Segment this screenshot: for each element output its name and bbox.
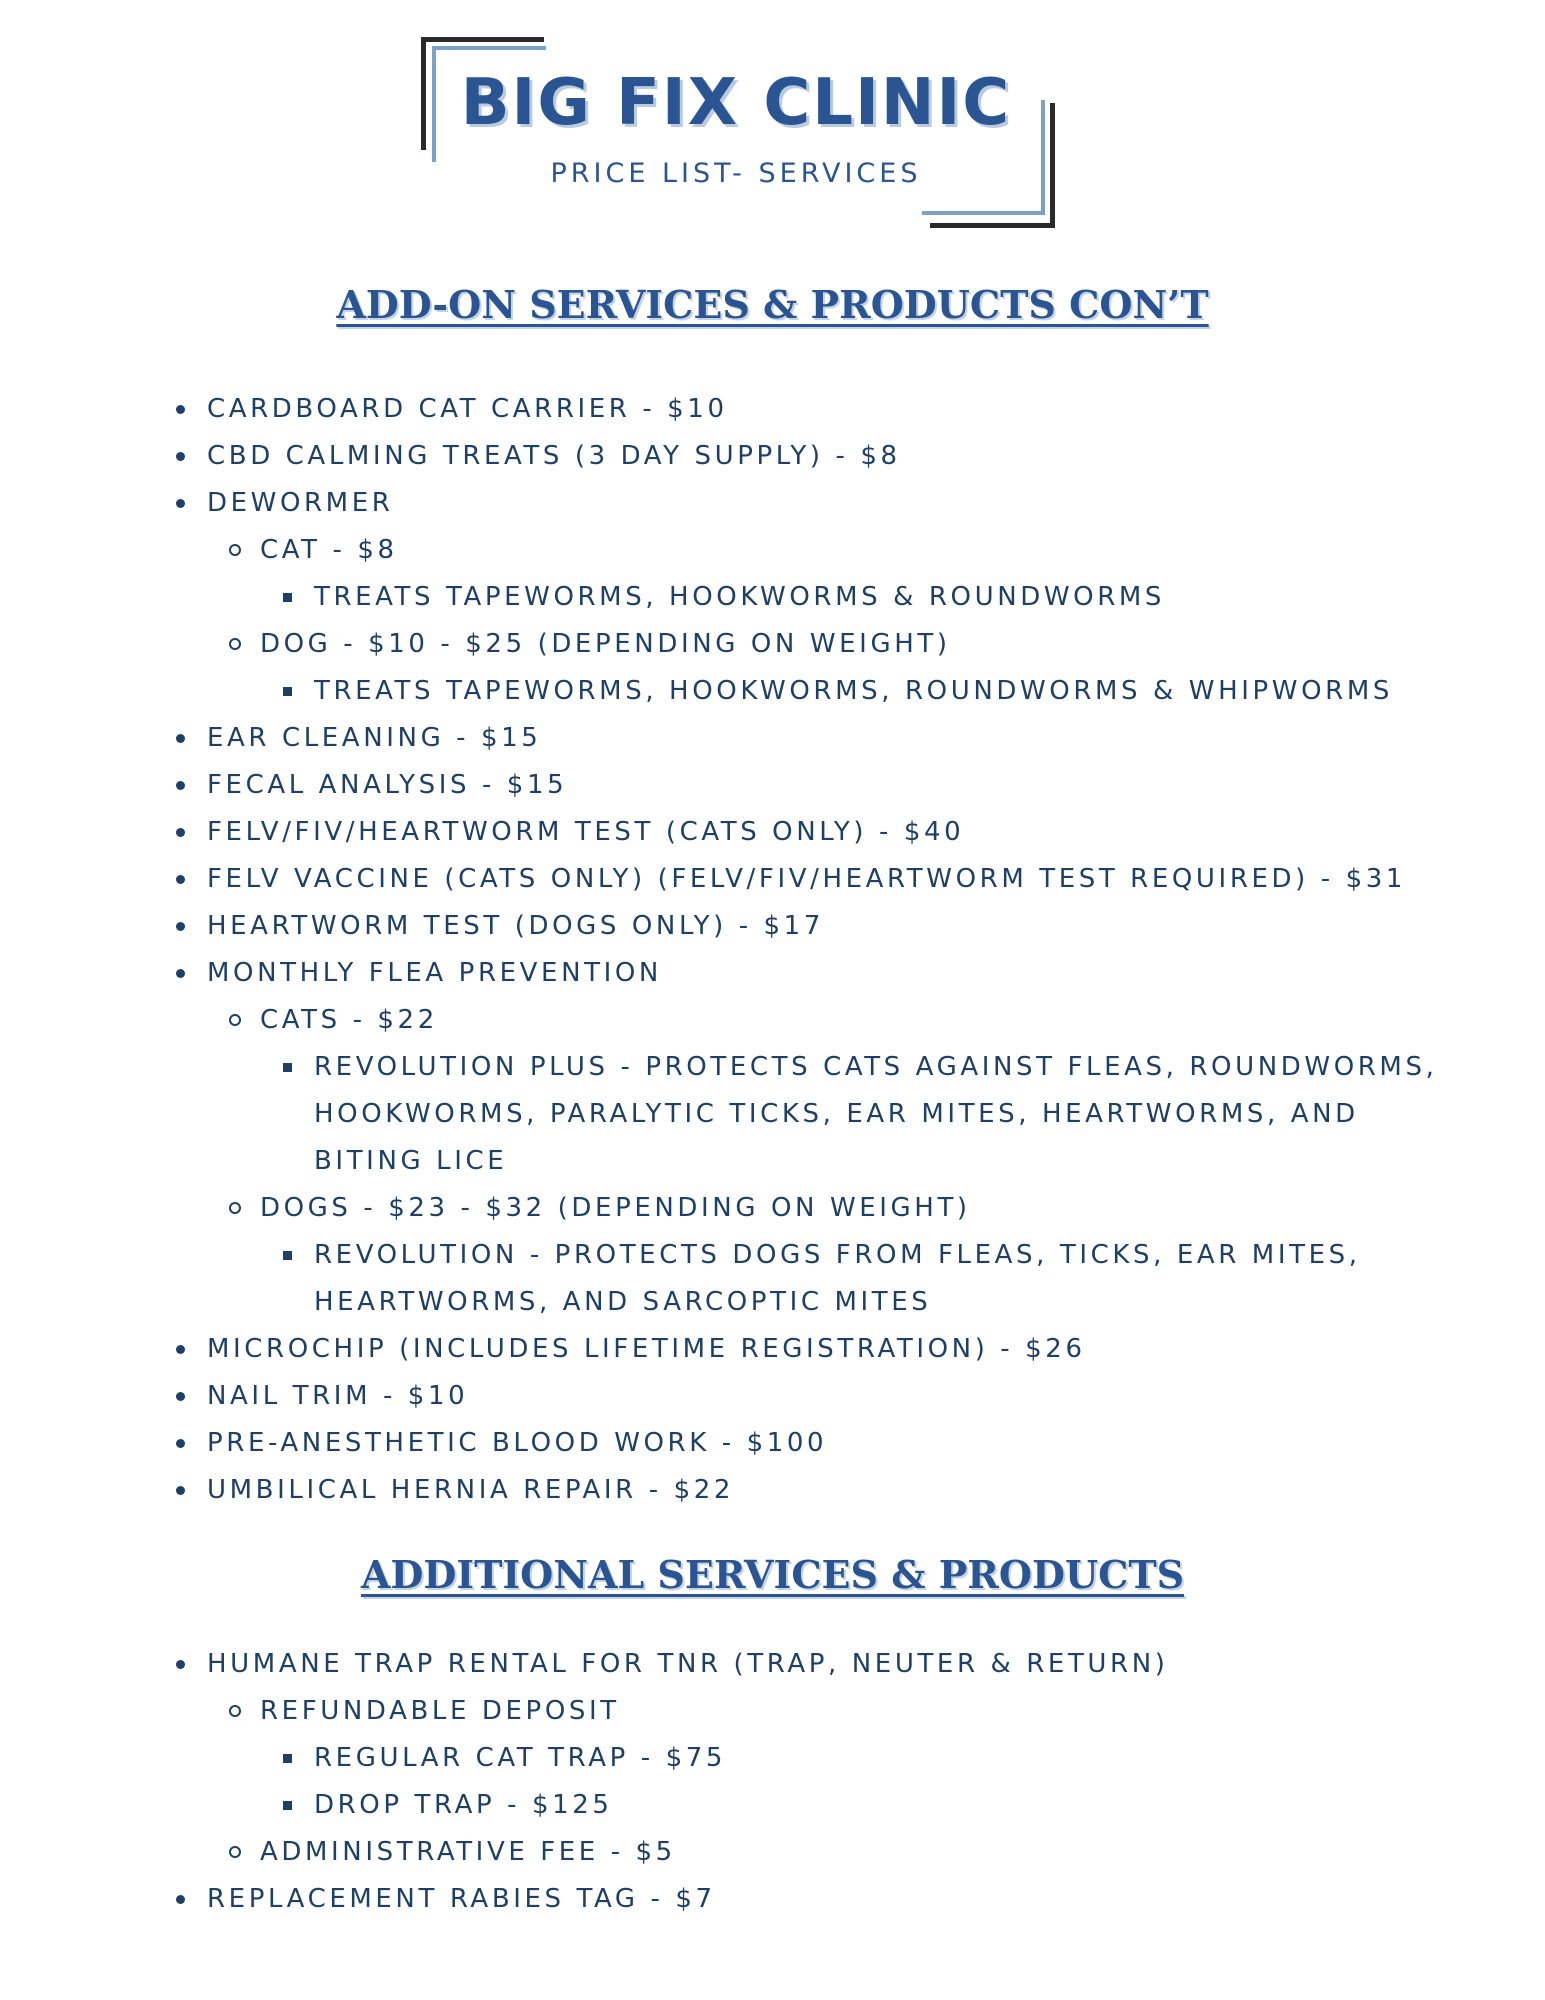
bullet-disc-icon bbox=[176, 405, 185, 414]
bullet-disc-icon bbox=[176, 1486, 185, 1495]
bullet-square-icon bbox=[283, 1251, 292, 1260]
bullet-disc-icon bbox=[176, 734, 185, 743]
bullet-square-icon bbox=[283, 1754, 292, 1763]
price-list-subtitle: PRICE LIST- SERVICES bbox=[550, 158, 922, 189]
bullet-disc-icon bbox=[176, 452, 185, 461]
bullet-disc-icon bbox=[176, 922, 185, 931]
bullet-disc-icon bbox=[176, 875, 185, 884]
bullet-disc-icon bbox=[176, 499, 185, 508]
bullet-disc-icon bbox=[176, 1345, 185, 1354]
bullet-disc-icon bbox=[176, 1392, 185, 1401]
clinic-title: BIG FIX CLINIC bbox=[460, 66, 1012, 140]
bullet-disc-icon bbox=[176, 1660, 185, 1669]
bullet-square-icon bbox=[283, 1801, 292, 1810]
bullet-circle-icon bbox=[229, 1705, 241, 1717]
section-heading-addon: ADD-ON SERVICES & PRODUCTS CON’T bbox=[336, 282, 1209, 327]
bullet-disc-icon bbox=[176, 969, 185, 978]
bullet-circle-icon bbox=[229, 1202, 241, 1214]
section-heading-additional: ADDITIONAL SERVICES & PRODUCTS bbox=[360, 1552, 1185, 1597]
bullet-circle-icon bbox=[229, 638, 241, 650]
bullet-disc-icon bbox=[176, 1439, 185, 1448]
bullet-square-icon bbox=[283, 687, 292, 696]
bullet-square-icon bbox=[283, 1063, 292, 1072]
bullet-disc-icon bbox=[176, 828, 185, 837]
bullet-square-icon bbox=[283, 593, 292, 602]
bullet-circle-icon bbox=[229, 1846, 241, 1858]
bullet-disc-icon bbox=[176, 781, 185, 790]
bullet-circle-icon bbox=[229, 544, 241, 556]
bullet-circle-icon bbox=[229, 1014, 241, 1026]
bullet-disc-icon bbox=[176, 1895, 185, 1904]
